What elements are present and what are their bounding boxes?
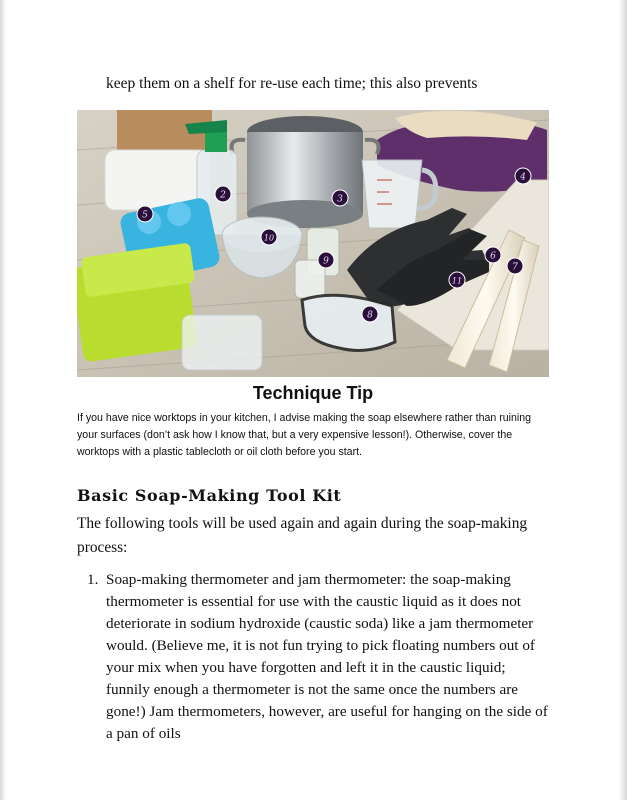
tool-list <box>82 569 552 745</box>
technique-tip-title: Technique Tip <box>252 383 374 403</box>
page-edge-left <box>0 0 6 800</box>
svg-text:2: 2 <box>220 190 226 201</box>
section-heading: Basic Soap-Making Tool Kit <box>77 486 342 505</box>
soap-making-tools-photo <box>77 110 549 377</box>
svg-text:3: 3 <box>337 194 343 205</box>
list-item-number: 1. <box>87 571 99 588</box>
badge-glass-bowl <box>261 229 277 245</box>
svg-text:10: 10 <box>263 233 275 243</box>
list-item <box>82 569 552 745</box>
svg-text:11: 11 <box>451 276 463 286</box>
list-item-text: Soap-making thermometer and jam thermometer: the soap-making thermometer is essential for use with the caustic liquid as it does not deteriorate in sodium hydroxide (caustic soda) like a jam thermometer would. (Believe me, it is not fun trying to pick floating numbers out of your mix when you have forgotten and left it in the caustic liquid; funnily enough a thermometer is not the same once the numbers are gone!) Jam thermometers, however, are useful for hanging on the side of a pan of oils <box>106 571 548 742</box>
clear-plastic-box <box>182 315 262 370</box>
svg-text:6: 6 <box>490 251 496 262</box>
measuring-jug <box>362 160 422 228</box>
svg-text:9: 9 <box>323 256 329 267</box>
svg-text:4: 4 <box>520 172 526 183</box>
badge-gloves <box>449 272 465 288</box>
svg-text:7: 7 <box>512 262 518 273</box>
badge-steel-pot <box>332 190 348 206</box>
technique-tip-body: If you have nice worktops in your kitchen, I advise making the soap elsewhere rather than ruining your surfaces (don’t ask how I know that, but a very expensive lesson!). Otherwise, cover the worktops with a plastic tablecloth or oil cloth before you start. <box>77 412 532 458</box>
continued-text: keep them on a shelf for re-use each time; this also prevents <box>106 75 478 92</box>
badge-small-glasses <box>318 252 334 268</box>
badge-clingfilm <box>507 258 523 274</box>
section-intro: The following tools will be used again and again during the soap-making process: <box>77 515 528 556</box>
badge-spray-bottle <box>215 186 231 202</box>
svg-text:5: 5 <box>142 210 148 221</box>
badge-goggles <box>362 306 378 322</box>
badge-baking-paper <box>485 247 501 263</box>
svg-text:8: 8 <box>367 310 373 321</box>
page-edge-right <box>619 0 627 800</box>
badge-purple-cloth <box>515 168 531 184</box>
badge-blue-mould <box>137 206 153 222</box>
